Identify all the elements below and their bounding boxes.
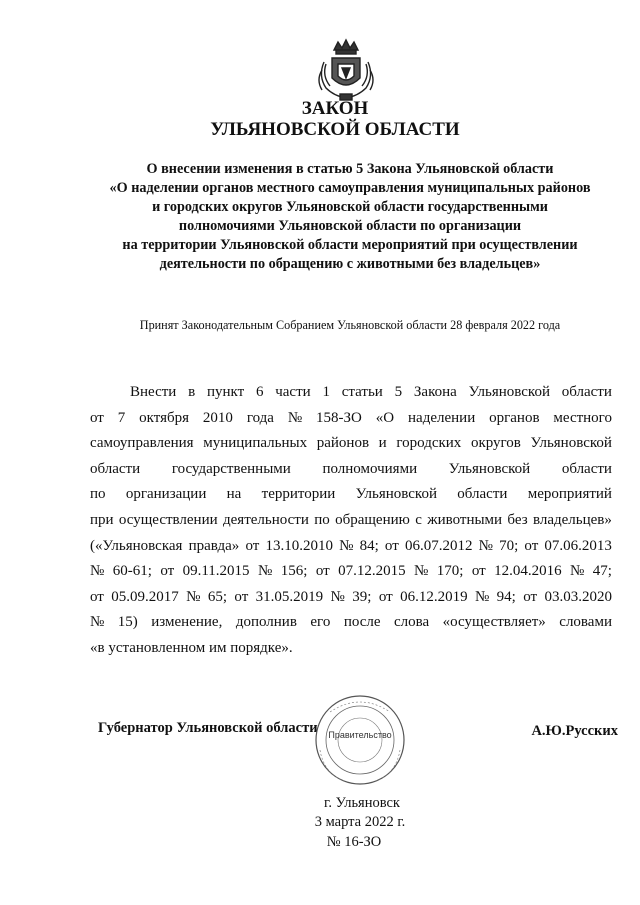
body-word: 65; [207, 588, 228, 605]
body-word: 1 [322, 384, 330, 400]
governor-label: Губернатор Ульяновской области [98, 720, 318, 736]
body-word: 60-61; [112, 563, 152, 580]
body-word: № [90, 563, 105, 580]
body-word: 31.05.2019 [255, 588, 324, 605]
body-line [90, 585, 612, 611]
body-line [90, 636, 612, 662]
body-word: 39; [352, 588, 372, 605]
body-word: 05.09.2017 [111, 588, 179, 605]
subject-line: на территории Ульяновской области мероприятий при осуществлении [122, 237, 578, 253]
body-word: части [275, 384, 311, 400]
body-word: мероприятий [527, 486, 612, 503]
body-line [90, 482, 612, 508]
body-word: 03.03.2020 [544, 588, 612, 605]
body-word: Ульяновской [530, 435, 612, 452]
body-word: года [246, 409, 274, 426]
body-line [90, 406, 612, 432]
body-word: территории [261, 486, 336, 503]
body-word: 70; [499, 537, 519, 554]
body-word: обращению [335, 511, 410, 528]
body-word: организации [125, 486, 207, 503]
body-word: 84; [359, 537, 379, 554]
body-word: пункт [206, 384, 245, 400]
law-body [90, 380, 612, 662]
subject-line: полномочиями Ульяновской области по организации [178, 218, 522, 234]
seal-text: Правительство [328, 730, 392, 740]
body-word: («Ульяновская [90, 537, 183, 554]
body-word: с [415, 511, 422, 528]
body-word: 09.11.2015 [182, 563, 250, 580]
body-word: 5 [394, 384, 403, 400]
body-word: № [478, 537, 493, 554]
body-word: муниципальных [203, 435, 308, 452]
body-line [90, 534, 612, 560]
body-word: № [474, 588, 490, 605]
body-word: № [414, 563, 429, 580]
body-word: изменение, [151, 614, 223, 631]
body-word: слова [394, 614, 430, 631]
body-word: 158-ЗО [316, 409, 362, 426]
body-line [90, 457, 612, 483]
body-word: Ульяновской [448, 460, 531, 477]
body-word: от [524, 537, 539, 554]
body-word: по [90, 486, 106, 503]
body-word: деятельности [223, 511, 309, 528]
body-line [90, 508, 612, 534]
body-word: 07.06.2013 [544, 537, 612, 554]
body-word: Ульяновской [468, 384, 550, 400]
body-word: области [90, 460, 141, 477]
body-word: местного [553, 409, 612, 426]
body-word: от [384, 537, 399, 554]
body-word: 06.12.2019 [400, 588, 468, 605]
body-word: районов [316, 435, 370, 452]
body-word: при [90, 511, 114, 528]
body-word: от [245, 537, 260, 554]
body-word: № [339, 537, 354, 554]
document-title: ЗАКОН [301, 98, 369, 119]
law-number: № 16-ЗО [326, 834, 382, 850]
body-word: наделении [408, 409, 476, 426]
signing-date: 3 марта 2022 г. [314, 814, 406, 830]
body-word: после [343, 614, 381, 631]
document-region: УЛЬЯНОВСКОЙ ОБЛАСТИ [210, 119, 460, 140]
adoption-note: Принят Законодательным Собранием Ульяновской области 28 февраля 2022 года [139, 318, 561, 332]
law-subject [60, 160, 640, 274]
body-word: 156; [280, 563, 308, 580]
body-word: 12.04.2016 [494, 563, 562, 580]
body-word: 6 [255, 384, 264, 400]
body-word: № [257, 563, 273, 580]
body-word: № [287, 409, 303, 426]
body-line [90, 431, 612, 457]
body-word: области [561, 460, 612, 477]
body-word: от [90, 588, 104, 605]
body-word: октября [139, 409, 190, 426]
body-word: от [315, 563, 330, 580]
subject-line: «О наделении органов местного самоуправления муниципальных районов [109, 180, 591, 196]
body-word: Внести [130, 384, 177, 400]
body-line [90, 610, 612, 636]
body-word: № [570, 563, 585, 580]
body-word: осуществлении [118, 511, 218, 528]
body-word: области [457, 486, 508, 503]
coat-of-arms-icon [314, 36, 378, 102]
subject-line: О внесении изменения в статью 5 Закона Ульяновской области [146, 161, 554, 177]
body-word: статьи [341, 384, 383, 400]
body-word: 06.07.2012 [404, 537, 473, 554]
body-word: 13.10.2010 [265, 537, 333, 554]
body-word: по [314, 511, 330, 528]
body-word: словами [559, 614, 612, 631]
body-line [90, 559, 612, 585]
body-word: 15) [117, 614, 138, 631]
body-word: от [160, 563, 175, 580]
official-seal-icon [310, 690, 410, 790]
body-word: «О [375, 409, 395, 426]
body-word: Ульяновской [355, 486, 437, 503]
body-word: 94; [496, 588, 516, 605]
body-word: самоуправления [90, 435, 194, 452]
body-word: 47; [592, 563, 612, 580]
body-word: городских [396, 435, 462, 452]
body-word: в [188, 384, 196, 400]
body-word: № [186, 588, 201, 605]
body-word: округов [470, 435, 521, 452]
body-word: «в установленном им порядке». [90, 639, 293, 656]
body-word: без [507, 511, 528, 528]
body-word: «осуществляет» [442, 614, 546, 631]
body-word: на [226, 486, 242, 503]
body-word: полномочиями [322, 460, 418, 477]
body-word: № [330, 588, 345, 605]
city: г. Ульяновск [324, 795, 400, 811]
body-word: Закона [413, 384, 457, 400]
body-word: дополнив [235, 614, 297, 631]
body-word: 7 [117, 409, 126, 426]
body-word: области [561, 384, 612, 400]
body-word: 07.12.2015 [338, 563, 406, 580]
body-word: животными [427, 511, 503, 528]
body-word: 170; [436, 563, 464, 580]
body-word: и [378, 435, 387, 452]
body-word: от [523, 588, 538, 605]
body-line [90, 380, 612, 406]
body-word: от [234, 588, 249, 605]
body-word: от [378, 588, 393, 605]
body-word: от [471, 563, 486, 580]
body-word: № [90, 614, 105, 631]
body-word: от [90, 409, 104, 426]
body-word: государственными [171, 460, 291, 477]
body-word: органов [489, 409, 540, 426]
subject-line: деятельности по обращению с животными без владельцев» [159, 256, 541, 272]
governor-name: А.Ю.Русских [531, 723, 618, 739]
body-word: его [310, 614, 331, 631]
body-word: правда» [188, 537, 240, 554]
body-word: владельцев» [532, 511, 612, 528]
body-word: 2010 [202, 409, 233, 426]
subject-line: и городских округов Ульяновской области государственными [152, 199, 548, 215]
